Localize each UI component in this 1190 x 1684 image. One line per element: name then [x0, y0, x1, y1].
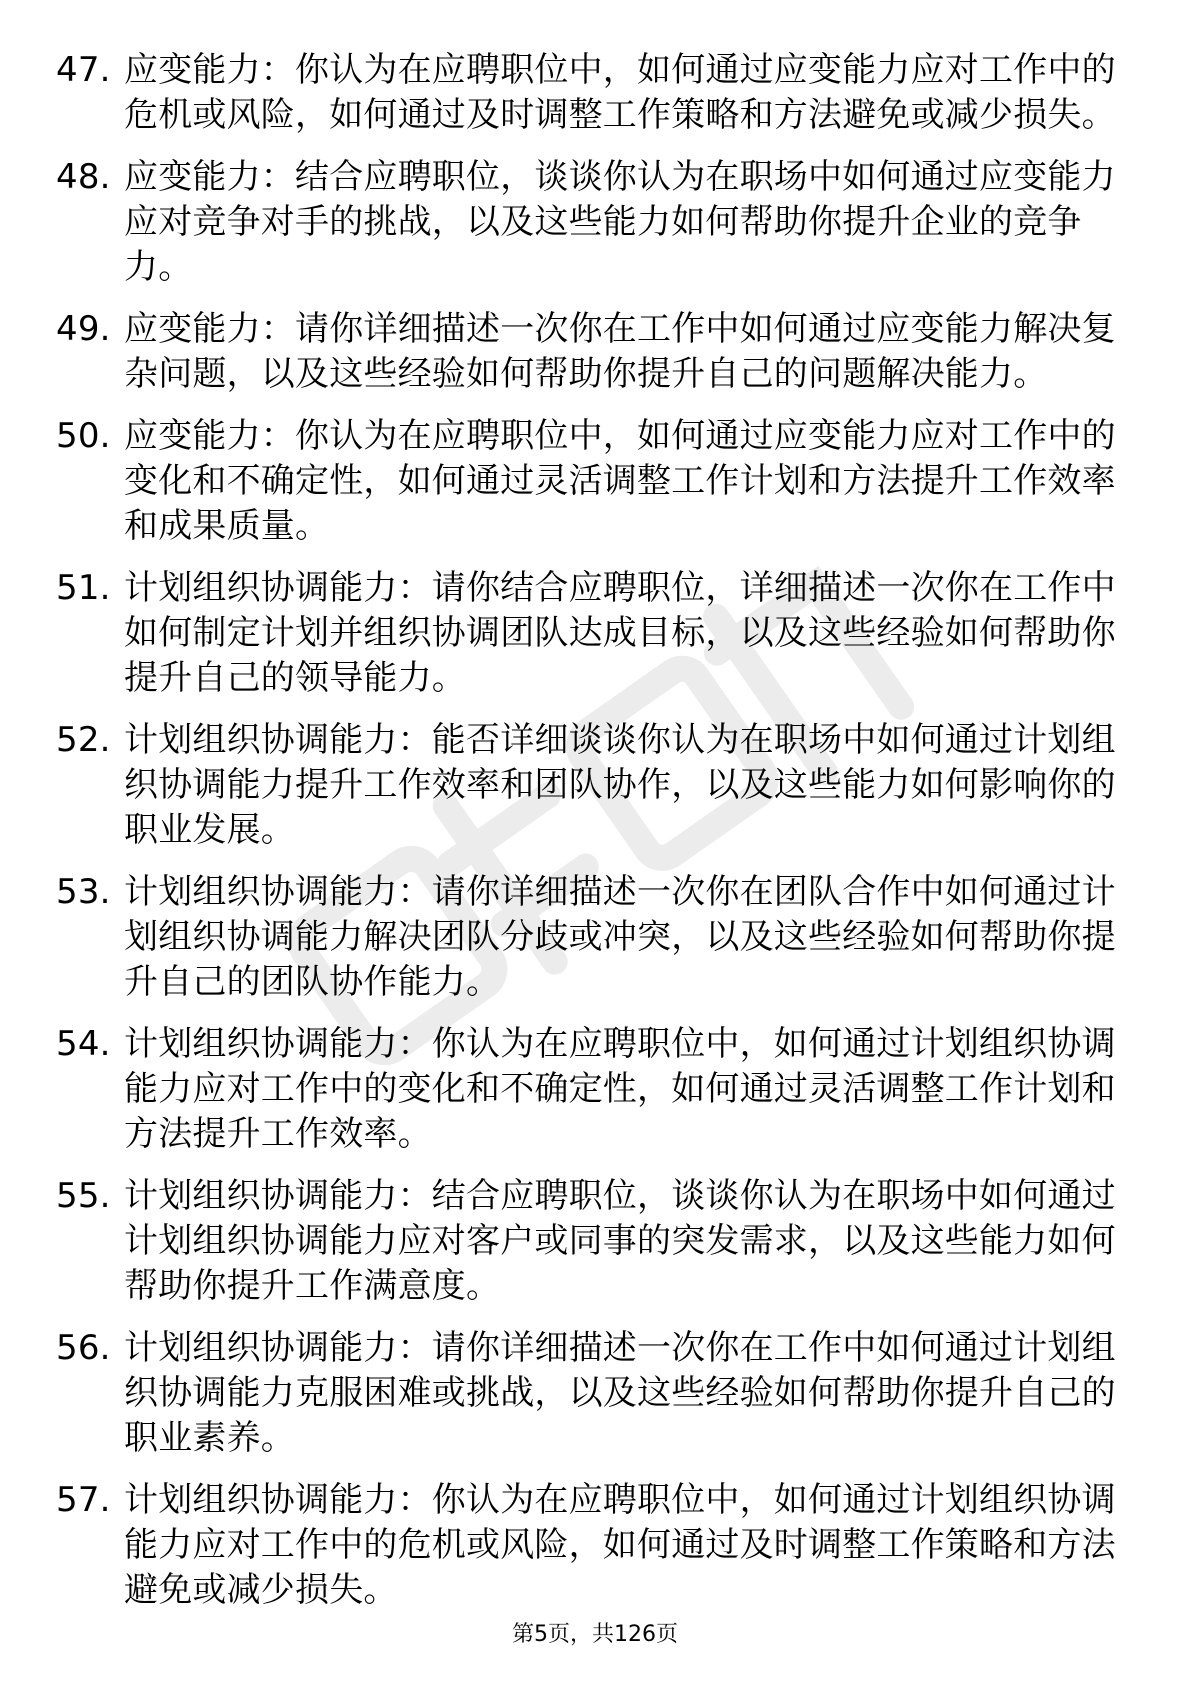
question-number: 57. — [56, 1480, 111, 1520]
question-item — [56, 1478, 1116, 1613]
question-number: 53. — [56, 872, 111, 912]
question-number: 50. — [56, 416, 111, 456]
question-text: 应变能力：结合应聘职位，谈谈你认为在职场中如何通过应变能力应对竞争对手的挑战，以及这些能力如何帮助你提升企业的竞争力。 — [124, 157, 1116, 287]
question-number: 47. — [56, 50, 111, 90]
question-item — [56, 1326, 1116, 1461]
question-item — [56, 414, 1116, 549]
question-text: 计划组织协调能力：请你详细描述一次你在工作中如何通过计划组织协调能力克服困难或挑战，以及这些经验如何帮助你提升自己的职业素养。 — [124, 1328, 1116, 1458]
question-item — [56, 1022, 1116, 1157]
question-item — [56, 1174, 1116, 1309]
question-number: 54. — [56, 1024, 111, 1064]
question-number: 48. — [56, 157, 111, 197]
question-text: 计划组织协调能力：结合应聘职位，谈谈你认为在职场中如何通过计划组织协调能力应对客户或同事的突发需求，以及这些能力如何帮助你提升工作满意度。 — [124, 1176, 1116, 1306]
question-number: 49. — [56, 309, 111, 349]
question-item — [56, 566, 1116, 701]
question-number: 56. — [56, 1328, 111, 1368]
question-text: 计划组织协调能力：请你结合应聘职位，详细描述一次你在工作中如何制定计划并组织协调团队达成目标，以及这些经验如何帮助你提升自己的领导能力。 — [124, 568, 1116, 698]
question-text: 计划组织协调能力：你认为在应聘职位中，如何通过计划组织协调能力应对工作中的危机或风险，如何通过及时调整工作策略和方法避免或减少损失。 — [124, 1480, 1116, 1610]
question-text: 计划组织协调能力：请你详细描述一次你在团队合作中如何通过计划组织协调能力解决团队分歧或冲突，以及这些经验如何帮助你提升自己的团队协作能力。 — [124, 872, 1116, 1002]
question-number: 51. — [56, 568, 111, 608]
question-item — [56, 718, 1116, 853]
question-item — [56, 870, 1116, 1005]
question-text: 计划组织协调能力：你认为在应聘职位中，如何通过计划组织协调能力应对工作中的变化和不确定性，如何通过灵活调整工作计划和方法提升工作效率。 — [124, 1024, 1116, 1154]
question-text: 应变能力：你认为在应聘职位中，如何通过应变能力应对工作中的变化和不确定性，如何通过灵活调整工作计划和方法提升工作效率和成果质量。 — [124, 416, 1116, 546]
question-number: 55. — [56, 1176, 111, 1216]
question-item — [56, 48, 1116, 138]
question-item — [56, 307, 1116, 397]
question-number: 52. — [56, 720, 111, 760]
question-list — [56, 48, 1116, 1630]
page-number-footer: 第5页，共126页 — [512, 1622, 678, 1647]
question-text: 应变能力：请你详细描述一次你在工作中如何通过应变能力解决复杂问题，以及这些经验如何帮助你提升自己的问题解决能力。 — [124, 309, 1116, 394]
question-text: 应变能力：你认为在应聘职位中，如何通过应变能力应对工作中的危机或风险，如何通过及时调整工作策略和方法避免或减少损失。 — [124, 50, 1116, 135]
question-item — [56, 155, 1116, 290]
question-text: 计划组织协调能力：能否详细谈谈你认为在职场中如何通过计划组织协调能力提升工作效率和团队协作，以及这些能力如何影响你的职业发展。 — [124, 720, 1116, 850]
